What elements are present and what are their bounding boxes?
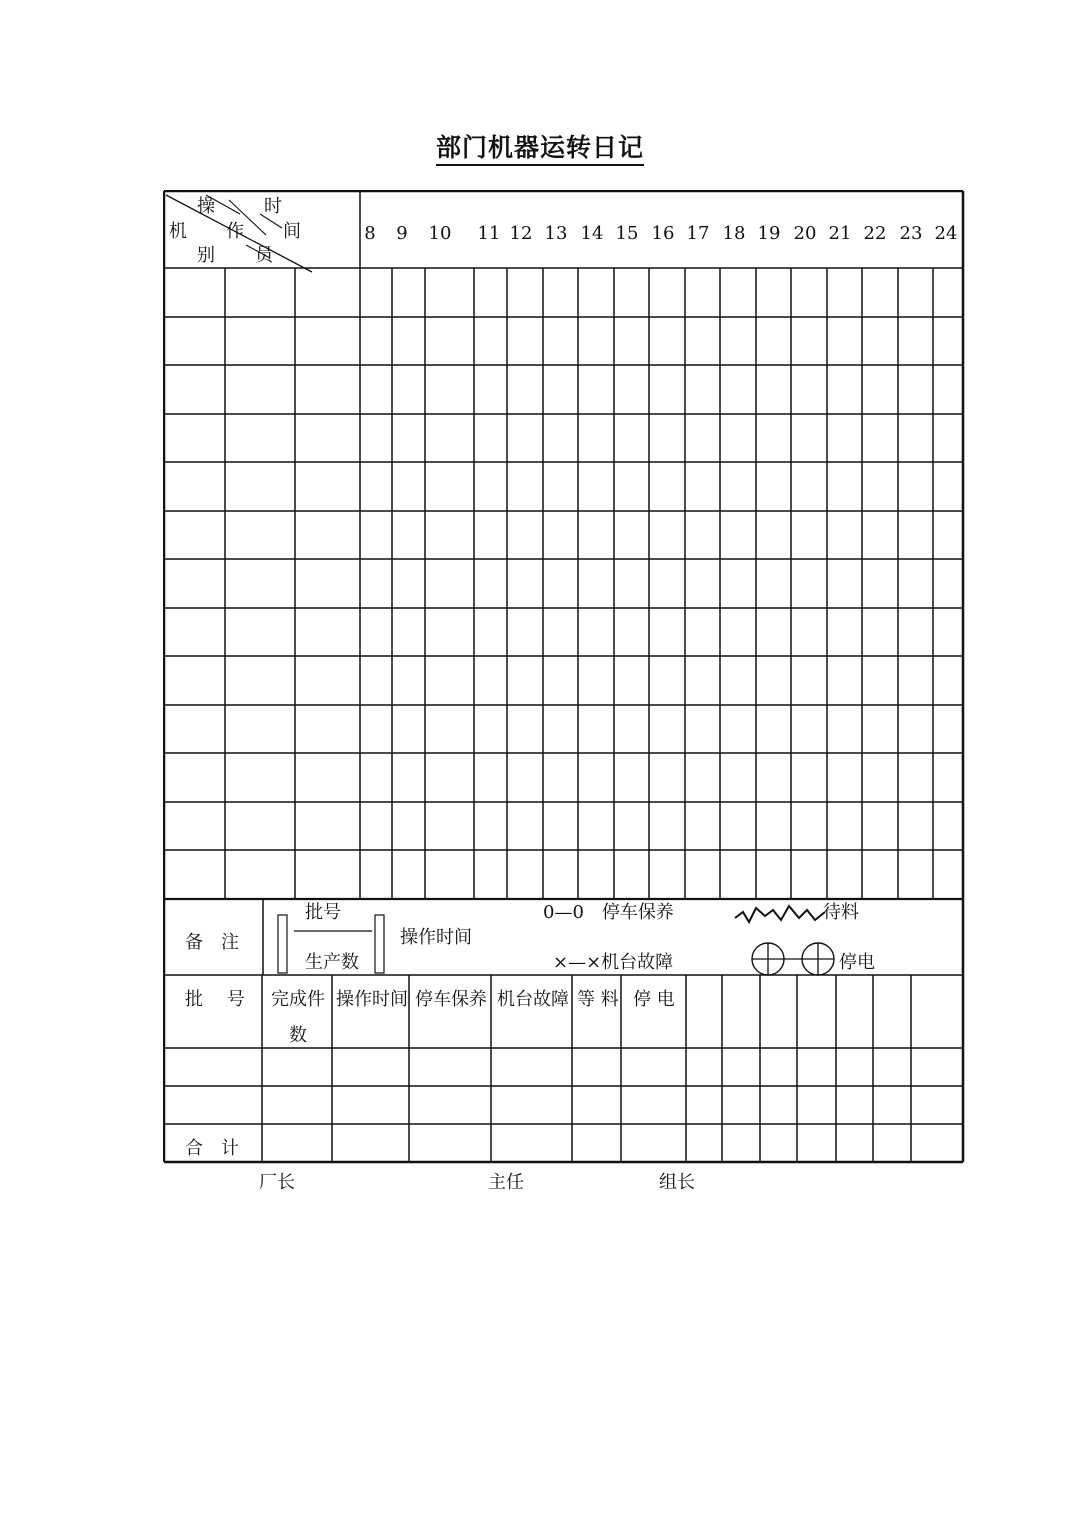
wait-material-wave-icon — [735, 906, 825, 922]
summary-machine-fault: 机台故障 — [497, 989, 569, 1010]
hour-label: 13 — [544, 223, 568, 244]
hour-label: 10 — [428, 223, 452, 244]
summary-total: 合 计 — [185, 1138, 239, 1159]
hour-label: 21 — [828, 223, 852, 244]
legend-maintenance: 0—0 停车保养 — [543, 902, 674, 923]
signature-team-leader: 组长 — [659, 1172, 695, 1193]
hour-label: 18 — [722, 223, 746, 244]
header-diag-bie: 别 — [197, 245, 215, 266]
hour-label: 20 — [793, 223, 817, 244]
legend-output: 生产数 — [305, 952, 359, 973]
remarks-label: 备 注 — [185, 932, 239, 953]
hour-label: 24 — [934, 223, 958, 244]
table-grid — [163, 190, 965, 1164]
header-diag-zuo: 作 — [226, 221, 244, 242]
hour-label: 15 — [615, 223, 639, 244]
hour-label: 22 — [863, 223, 887, 244]
header-diag-shi: 时 — [264, 196, 282, 217]
legend-batch: 批号 — [305, 902, 341, 923]
hour-label: 12 — [509, 223, 533, 244]
legend-machine-fault: ×—×机台故障 — [553, 952, 674, 973]
hour-label: 14 — [580, 223, 604, 244]
header-diag-cao: 操 — [197, 196, 215, 217]
hour-label: 17 — [686, 223, 710, 244]
summary-power-outage: 停 电 — [633, 989, 675, 1010]
legend-wait-material: 待料 — [823, 902, 859, 923]
header-diag-jian: 间 — [283, 221, 301, 242]
summary-batch-no: 批 号 — [185, 989, 245, 1010]
page-title: 部门机器运转日记 — [0, 128, 1080, 164]
hour-label: 16 — [651, 223, 675, 244]
header-diag-ji: 机 — [169, 221, 187, 242]
machine-log-table — [163, 190, 965, 1164]
summary-completed: 完成件 — [271, 989, 325, 1010]
legend-bracket-right — [375, 915, 384, 973]
legend-op-time: 操作时间 — [400, 927, 472, 948]
summary-maintenance: 停车保养 — [415, 989, 487, 1010]
legend-bracket-left — [278, 915, 287, 973]
hour-label: 11 — [477, 223, 501, 244]
hour-label: 19 — [757, 223, 781, 244]
signature-factory-head: 厂长 — [259, 1172, 295, 1193]
summary-completed-2: 数 — [289, 1025, 307, 1046]
hour-label: 23 — [899, 223, 923, 244]
header-diag-yuan: 员 — [255, 245, 273, 266]
signature-director: 主任 — [488, 1172, 524, 1193]
hour-label: 8 — [364, 223, 376, 244]
hour-label: 9 — [396, 223, 408, 244]
summary-wait-material: 等 料 — [577, 989, 619, 1010]
summary-op-time: 操作时间 — [336, 989, 408, 1010]
legend-power-outage: 停电 — [839, 952, 875, 973]
